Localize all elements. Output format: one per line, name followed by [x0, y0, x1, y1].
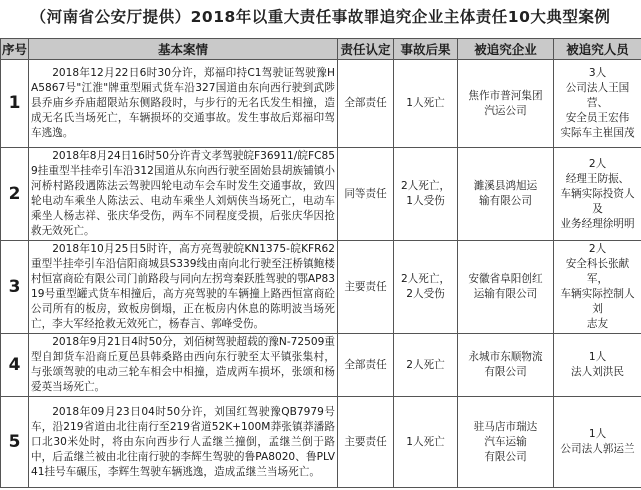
company-cell: 永城市东顺物流 有限公司: [458, 334, 554, 397]
persons-cell: 2人 经理王防振、 车辆实际投资人及 业务经理徐明明: [554, 148, 641, 241]
consequence-cell: 1人死亡: [394, 60, 458, 148]
persons-cell: 2人 安全科长张献军， 车辆实际控制人刘 志友: [554, 241, 641, 334]
case-facts: 2018年9月21日4时50分，刘佰树驾驶超载的豫N-72509重型自卸货车沿商丘夏邑县韩桑路由西向东行驶至太平镇张集村，与张颂驾驶的电动三轮车相会中相撞，造成两车损坏，张颂和杨爱英当场死亡。: [29, 334, 338, 397]
table-row: [1, 241, 641, 334]
table-row: [1, 334, 641, 397]
header-persons: 被追究人员: [554, 39, 641, 60]
header-facts: 基本案情: [29, 39, 338, 60]
consequence-cell: 1人死亡: [394, 397, 458, 488]
company-cell: 濉溪县鸿旭运 输有限公司: [458, 148, 554, 241]
persons-cell: 3人 公司法人王国营、 安全员王宏伟 实际车主崔国茂: [554, 60, 641, 148]
consequence-cell: 2人死亡: [394, 334, 458, 397]
case-facts: 2018年12月22日6时30分许，郑福印持C1驾驶证驾驶豫HA5867号"江淮"牌重型厢式货车沿327国道由东向西行驶到武陟县乔庙乡乔庙超限站东侧路段时，与步行的无名氏发生相撞，造成无名氏当场死亡，车辆损坏的交通事故。发生事故后郑福印驾车逃逸。: [29, 60, 338, 148]
row-index: 1: [1, 60, 29, 148]
row-index: 4: [1, 334, 29, 397]
row-index: 5: [1, 397, 29, 488]
persons-cell: 1人 法人刘洪民: [554, 334, 641, 397]
case-table: [0, 38, 641, 488]
persons-cell: 1人 公司法人郭运兰: [554, 397, 641, 488]
header-row: [1, 39, 641, 60]
case-facts: 2018年10月25日5时许，高方亮驾驶皖KN1375-皖KFR62重型半挂牵引车沿信阳商城县S339线由南向北行驶至汪桥镇鲍楼村恒富商砼有限公司门前路段与同向左拐弯秦跃胜驾驶的鄂AP8319号重型罐式货车相撞后，高方亮驾驶的车辆撞上路西恒富商砼公司所有的板房，致板房倒塌，正在板房内休息的陈明波当场死亡，李大军经抢救无效死亡，杨春言、郭峰受伤。: [29, 241, 338, 334]
table-row: [1, 60, 641, 148]
table-row: [1, 148, 641, 241]
consequence-cell: 2人死亡， 1人受伤: [394, 148, 458, 241]
header-company: 被追究企业: [458, 39, 554, 60]
case-facts: 2018年09月23日04时50分许，刘国红驾驶豫QB7979号车，沿219省道由北往南行至219省道52K+100M莽张镇莽潘路口北30米处时，将由东向西步行人孟继兰撞倒，孟继兰倒于路中，后孟继兰被由北往南行驶的李辉生驾驶的鲁PA8020、鲁PLV41挂号车碾压，李辉生驾驶车辆逃逸，造成孟继兰当场死亡。: [29, 397, 338, 488]
table-row: [1, 397, 641, 488]
consequence-cell: 2人死亡， 2人受伤: [394, 241, 458, 334]
header-index: 序号: [1, 39, 29, 60]
row-index: 2: [1, 148, 29, 241]
header-consequence: 事故后果: [394, 39, 458, 60]
page-title: （河南省公安厅提供）2018年以重大责任事故罪追究企业主体责任10大典型案例: [30, 8, 611, 26]
header-liability: 责任认定: [338, 39, 394, 60]
company-cell: 安徽省阜阳创红 运输有限公司: [458, 241, 554, 334]
liability-cell: 同等责任: [338, 148, 394, 241]
liability-cell: 主要责任: [338, 397, 394, 488]
liability-cell: 主要责任: [338, 241, 394, 334]
company-cell: 焦作市普河集团 汽运公司: [458, 60, 554, 148]
company-cell: 驻马店市瑞达 汽车运输 有限公司: [458, 397, 554, 488]
case-facts: 2018年8月24日16时50分许青文孝驾驶皖F36911/皖FC859挂重型半挂牵引车沿312国道从东向西行驶至固始县胡族铺镇小河桥村路段遇陈法云驾驶四轮电动车会车时发生交通事故，致四轮电动车乘坐人陈法云、电动车乘坐人刘炳侠当场死亡，电动车乘坐人杨志祥、张庆华受伤，两车不同程度受损，后张庆华因抢救无效死亡。: [29, 148, 338, 241]
liability-cell: 全部责任: [338, 60, 394, 148]
row-index: 3: [1, 241, 29, 334]
liability-cell: 全部责任: [338, 334, 394, 397]
